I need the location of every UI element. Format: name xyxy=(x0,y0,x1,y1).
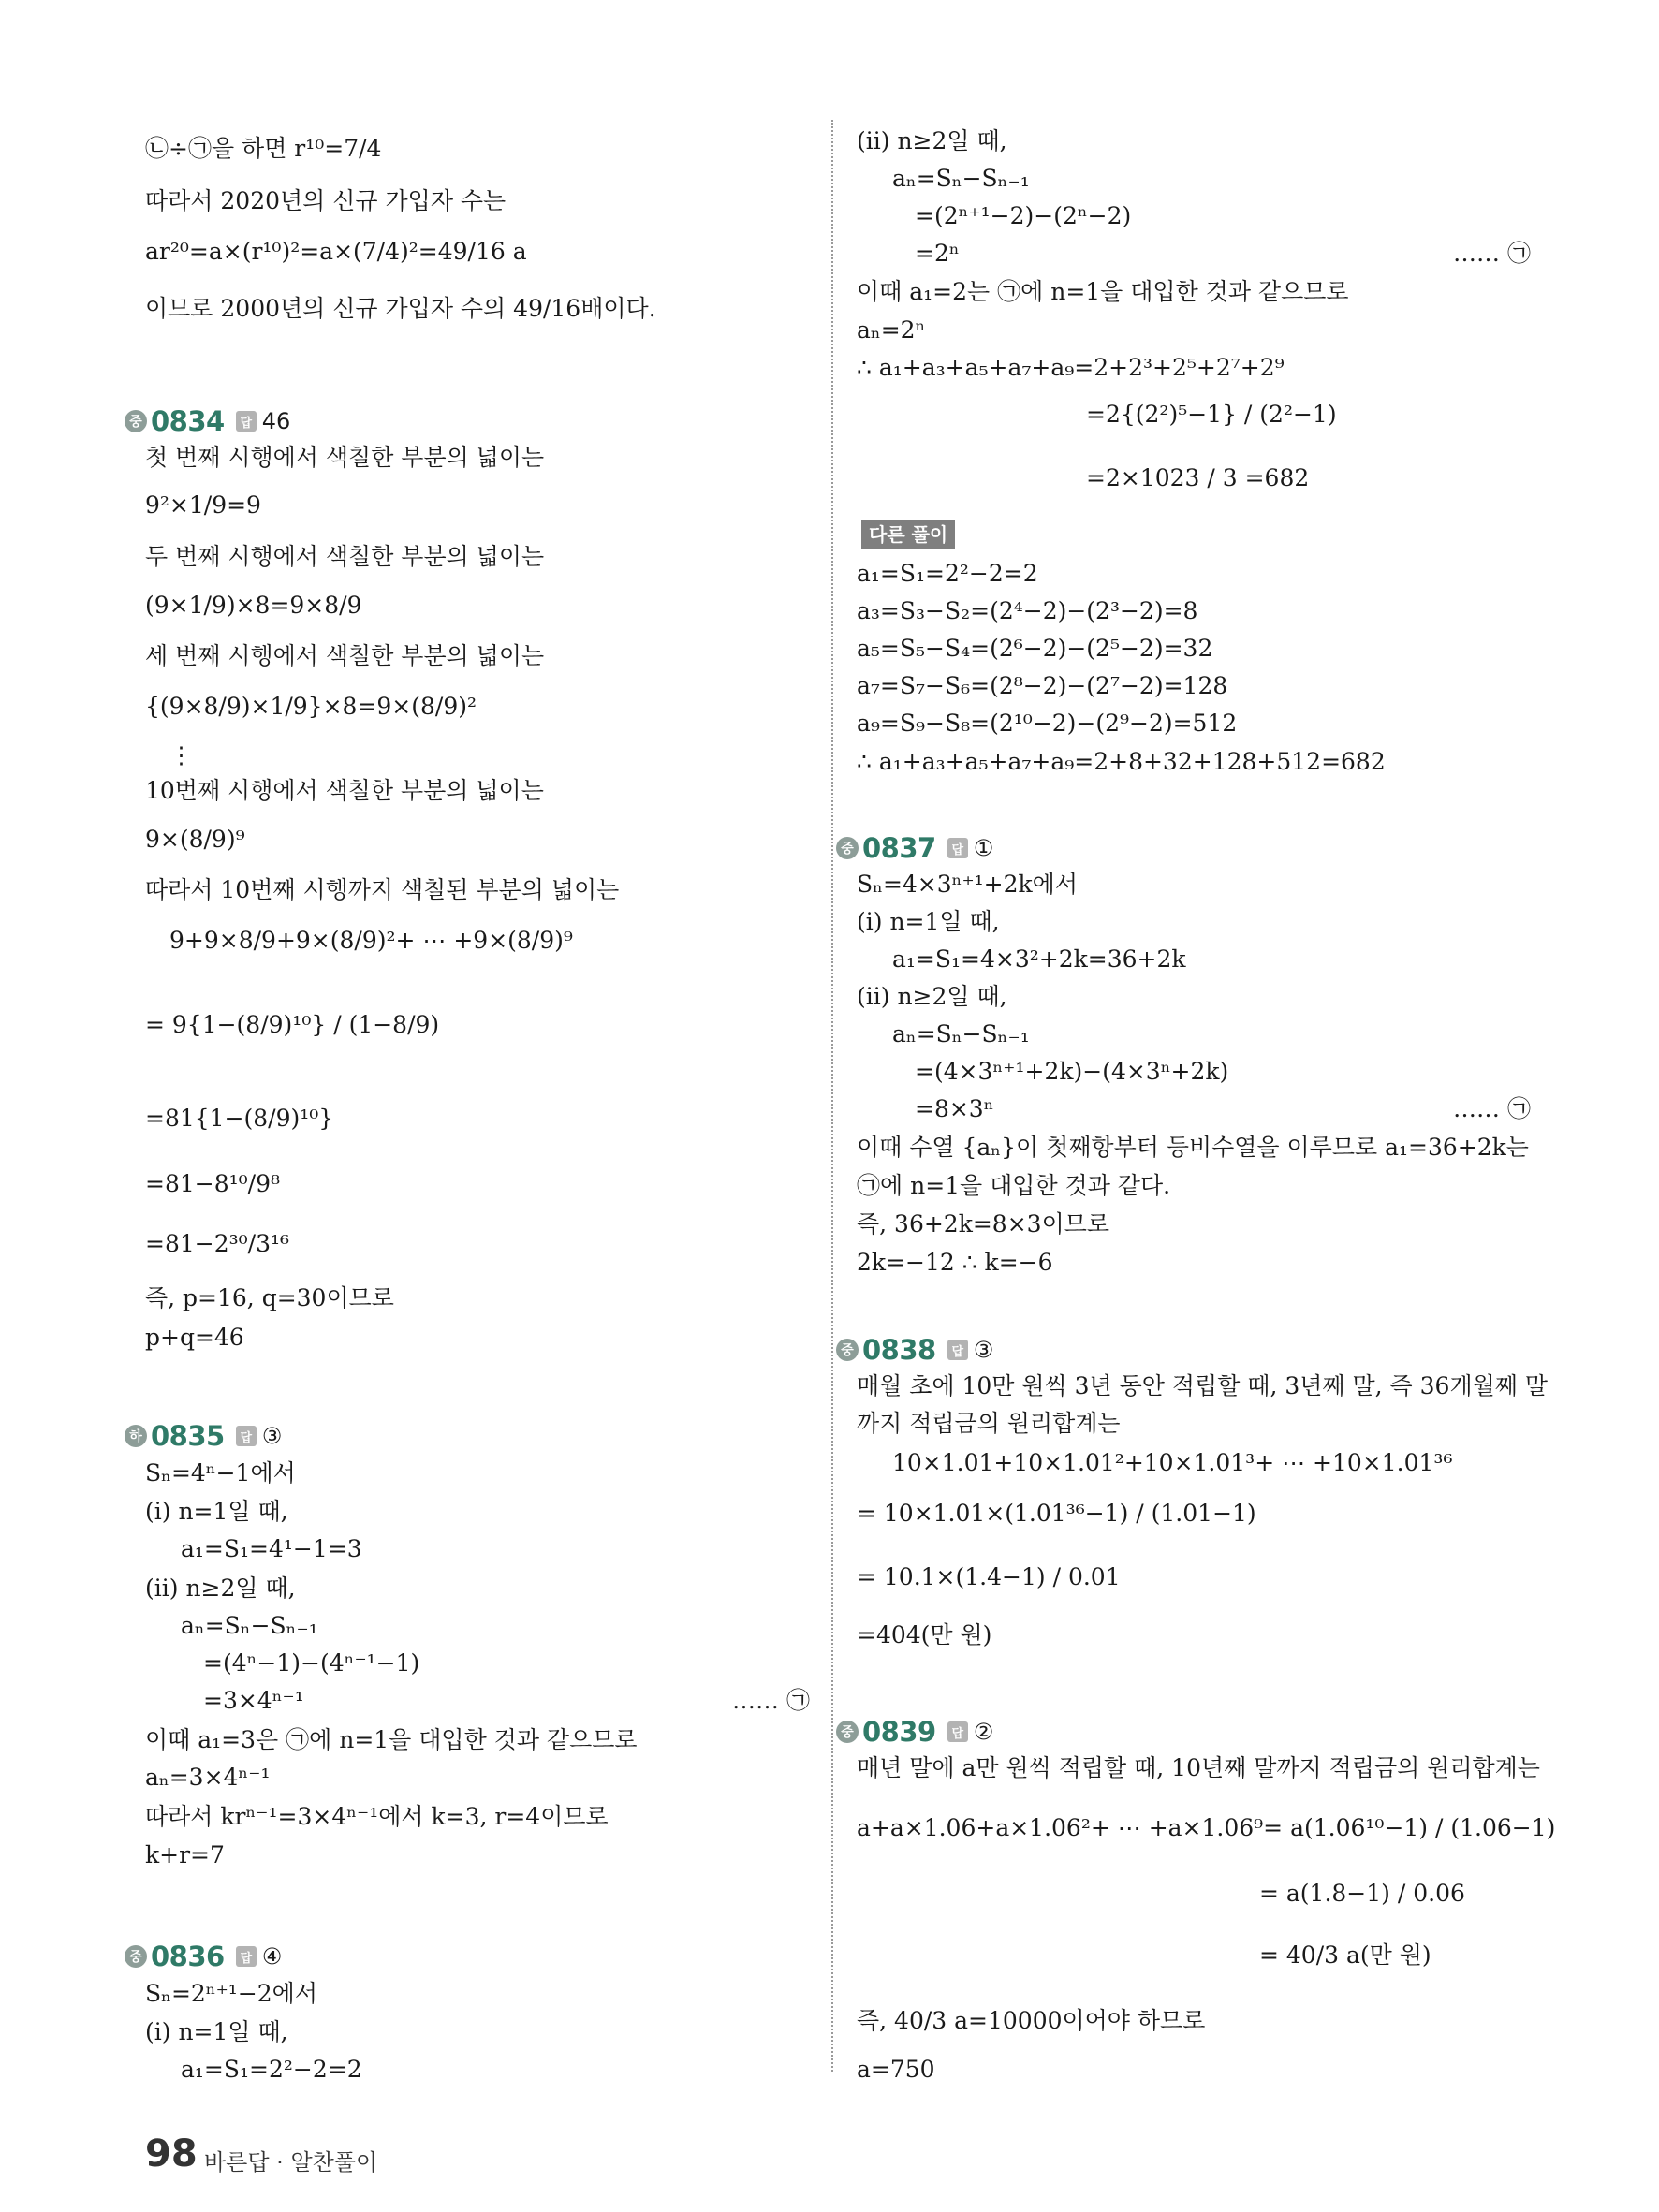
level-badge: 중 xyxy=(836,837,859,859)
solution-line: 매월 초에 10만 원씩 3년 동안 적립할 때, 3년째 말, 즉 36개월째 말 xyxy=(857,1372,1548,1399)
solution-line: 즉, p=16, q=30이므로 xyxy=(145,1284,394,1311)
solution-line: = 10.1×(1.4−1) / 0.01 xyxy=(857,1563,1121,1590)
solution-line: 첫 번째 시행에서 색칠한 부분의 넓이는 xyxy=(145,444,545,471)
solution-line: aₙ=Sₙ−Sₙ₋₁ xyxy=(892,165,1030,192)
solution-line: a₁=S₁=2²−2=2 xyxy=(857,560,1038,587)
problem-header-0839 xyxy=(836,1715,993,1749)
answer-badge: 답 xyxy=(236,1426,257,1446)
solution-line: 즉, 40/3 a=10000이어야 하므로 xyxy=(857,2007,1206,2034)
equation-tag: …… ㉠ xyxy=(732,1687,810,1714)
answer-value: ② xyxy=(973,1719,994,1745)
solution-line: a₁=S₁=4¹−1=3 xyxy=(181,1535,362,1562)
solution-line: ⋮ xyxy=(169,741,193,769)
page-number: 98 xyxy=(145,2132,198,2175)
solution-line: =2ⁿ xyxy=(915,240,960,267)
solution-line: =(4×3ⁿ⁺¹+2k)−(4×3ⁿ+2k) xyxy=(915,1058,1229,1085)
level-badge: 중 xyxy=(125,410,147,432)
answer-badge: 답 xyxy=(947,1721,968,1742)
solution-line: 두 번째 시행에서 색칠한 부분의 넓이는 xyxy=(145,543,545,570)
solution-line: Sₙ=4×3ⁿ⁺¹+2k에서 xyxy=(857,871,1078,898)
solution-line: a+a×1.06+a×1.06²+ ⋯ +a×1.06⁹= a(1.06¹⁰−1) / (1.06−1) xyxy=(857,1814,1556,1841)
answer-value: 46 xyxy=(261,408,291,434)
solution-line: 세 번째 시행에서 색칠한 부분의 넓이는 xyxy=(145,642,545,669)
solution-line: a₁=S₁=2²−2=2 xyxy=(181,2056,362,2083)
solution-line: =(4ⁿ−1)−(4ⁿ⁻¹−1) xyxy=(203,1649,420,1677)
solution-line: a₃=S₃−S₂=(2⁴−2)−(2³−2)=8 xyxy=(857,597,1198,624)
solution-line: 매년 말에 a만 원씩 적립할 때, 10년째 말까지 적립금의 원리합계는 xyxy=(857,1754,1540,1781)
answer-badge: 답 xyxy=(236,411,257,432)
solution-line: =2{(2²)⁵−1} / (2²−1) xyxy=(1086,401,1337,428)
equation-tag: …… ㉠ xyxy=(1453,1095,1531,1122)
solution-line: = 10×1.01×(1.01³⁶−1) / (1.01−1) xyxy=(857,1500,1256,1527)
problem-number: 0839 xyxy=(862,1716,936,1748)
solution-line: =8×3ⁿ xyxy=(915,1095,994,1122)
solution-line: 이때 a₁=2는 ㉠에 n=1을 대입한 것과 같으므로 xyxy=(857,278,1349,305)
level-badge: 중 xyxy=(836,1339,859,1361)
answer-value: ① xyxy=(973,835,994,861)
solution-line: 따라서 2020년의 신규 가입자 수는 xyxy=(145,187,507,214)
solution-line: =(2ⁿ⁺¹−2)−(2ⁿ−2) xyxy=(915,202,1132,229)
equation-tag: …… ㉠ xyxy=(1453,240,1531,267)
solution-line: (ⅱ) n≥2일 때, xyxy=(145,1575,296,1602)
solution-line: a=750 xyxy=(857,2056,935,2083)
answer-value: ④ xyxy=(261,1943,283,1970)
solution-line: Sₙ=4ⁿ−1에서 xyxy=(145,1459,296,1487)
problem-number: 0837 xyxy=(862,832,936,864)
solution-line: 2k=−12 ∴ k=−6 xyxy=(857,1249,1053,1276)
problem-header-0838 xyxy=(836,1333,993,1367)
answer-badge: 답 xyxy=(947,1340,968,1360)
answer-value: ③ xyxy=(261,1423,283,1449)
problem-header-0837 xyxy=(836,831,993,865)
level-badge: 하 xyxy=(125,1425,147,1447)
column-divider xyxy=(831,120,833,2072)
solution-line: (ⅰ) n=1일 때, xyxy=(145,1498,288,1525)
solution-line: 9×(8/9)⁹ xyxy=(145,826,245,853)
problem-header-0836 xyxy=(125,1940,282,1973)
solution-line: = 40/3 a(만 원) xyxy=(1259,1941,1431,1969)
solution-line: a₅=S₅−S₄=(2⁶−2)−(2⁵−2)=32 xyxy=(857,635,1213,662)
solution-line: 즉, 36+2k=8×3이므로 xyxy=(857,1210,1110,1238)
level-badge: 중 xyxy=(125,1945,147,1968)
solution-line: ar²⁰=a×(r¹⁰)²=a×(7/4)²=49/16 a xyxy=(145,238,527,265)
answer-badge: 답 xyxy=(947,838,968,858)
solution-line: {(9×8/9)×1/9}×8=9×(8/9)² xyxy=(145,693,477,720)
solution-line: ∴ a₁+a₃+a₅+a₇+a₉=2+2³+2⁵+2⁷+2⁹ xyxy=(857,354,1285,381)
problem-header-0835 xyxy=(125,1419,282,1453)
solution-line: ㉡÷㉠을 하면 r¹⁰=7/4 xyxy=(145,135,382,162)
solution-line: = a(1.8−1) / 0.06 xyxy=(1259,1880,1465,1907)
solution-line: p+q=46 xyxy=(145,1324,244,1351)
solution-line: =81−2³⁰/3¹⁶ xyxy=(145,1230,290,1257)
answer-badge: 답 xyxy=(236,1946,257,1967)
solution-line: 까지 적립금의 원리합계는 xyxy=(857,1410,1121,1437)
answer-value: ③ xyxy=(973,1337,994,1363)
solution-line: =81−8¹⁰/9⁸ xyxy=(145,1170,281,1197)
problem-number: 0838 xyxy=(862,1334,936,1366)
problem-number: 0834 xyxy=(151,405,225,437)
solution-line: aₙ=2ⁿ xyxy=(857,316,926,344)
solution-line: 9²×1/9=9 xyxy=(145,491,261,519)
solution-line: Sₙ=2ⁿ⁺¹−2에서 xyxy=(145,1980,317,2007)
other-solution-badge: 다른 풀이 xyxy=(861,520,955,549)
solution-line: a₉=S₉−S₈=(2¹⁰−2)−(2⁹−2)=512 xyxy=(857,710,1238,737)
solution-line: 10×1.01+10×1.01²+10×1.01³+ ⋯ +10×1.01³⁶ xyxy=(892,1449,1453,1476)
solution-line: aₙ=Sₙ−Sₙ₋₁ xyxy=(892,1020,1030,1047)
problem-number: 0836 xyxy=(151,1941,225,1972)
solution-line: aₙ=Sₙ−Sₙ₋₁ xyxy=(181,1612,318,1639)
solution-line: ㉠에 n=1을 대입한 것과 같다. xyxy=(857,1172,1171,1199)
solution-line: (ⅰ) n=1일 때, xyxy=(145,2018,288,2045)
solution-line: 따라서 krⁿ⁻¹=3×4ⁿ⁻¹에서 k=3, r=4이므로 xyxy=(145,1803,609,1830)
solution-line: 이때 a₁=3은 ㉠에 n=1을 대입한 것과 같으므로 xyxy=(145,1726,638,1753)
solution-line: a₁=S₁=4×3²+2k=36+2k xyxy=(892,945,1186,973)
solution-line: 9+9×8/9+9×(8/9)²+ ⋯ +9×(8/9)⁹ xyxy=(169,927,573,954)
solution-line: =81{1−(8/9)¹⁰} xyxy=(145,1105,334,1132)
problem-header-0834 xyxy=(125,404,290,438)
solution-line: (ⅱ) n≥2일 때, xyxy=(857,127,1007,154)
solution-line: aₙ=3×4ⁿ⁻¹ xyxy=(145,1764,271,1791)
solution-line: 따라서 10번째 시행까지 색칠된 부분의 넓이는 xyxy=(145,876,620,903)
solution-line: =3×4ⁿ⁻¹ xyxy=(203,1687,304,1714)
solution-line: k+r=7 xyxy=(145,1841,225,1868)
solution-line: a₇=S₇−S₆=(2⁸−2)−(2⁷−2)=128 xyxy=(857,672,1228,699)
book-title: 바른답 · 알찬풀이 xyxy=(204,2149,378,2175)
solution-line: =404(만 원) xyxy=(857,1621,992,1648)
solution-line: (ⅱ) n≥2일 때, xyxy=(857,983,1007,1010)
solution-line: (ⅰ) n=1일 때, xyxy=(857,908,1000,935)
solution-line: 이때 수열 {aₙ}이 첫째항부터 등비수열을 이루므로 a₁=36+2k는 xyxy=(857,1134,1529,1161)
solution-line: ∴ a₁+a₃+a₅+a₇+a₉=2+8+32+128+512=682 xyxy=(857,748,1386,775)
problem-number: 0835 xyxy=(151,1420,225,1452)
solution-line: =2×1023 / 3 =682 xyxy=(1086,464,1310,491)
level-badge: 중 xyxy=(836,1721,859,1743)
solution-line: (9×1/9)×8=9×8/9 xyxy=(145,592,362,619)
solution-line: 10번째 시행에서 색칠한 부분의 넓이는 xyxy=(145,777,544,804)
solution-line: = 9{1−(8/9)¹⁰} / (1−8/9) xyxy=(145,1011,440,1038)
solution-line: 이므로 2000년의 신규 가입자 수의 49/16배이다. xyxy=(145,295,656,322)
